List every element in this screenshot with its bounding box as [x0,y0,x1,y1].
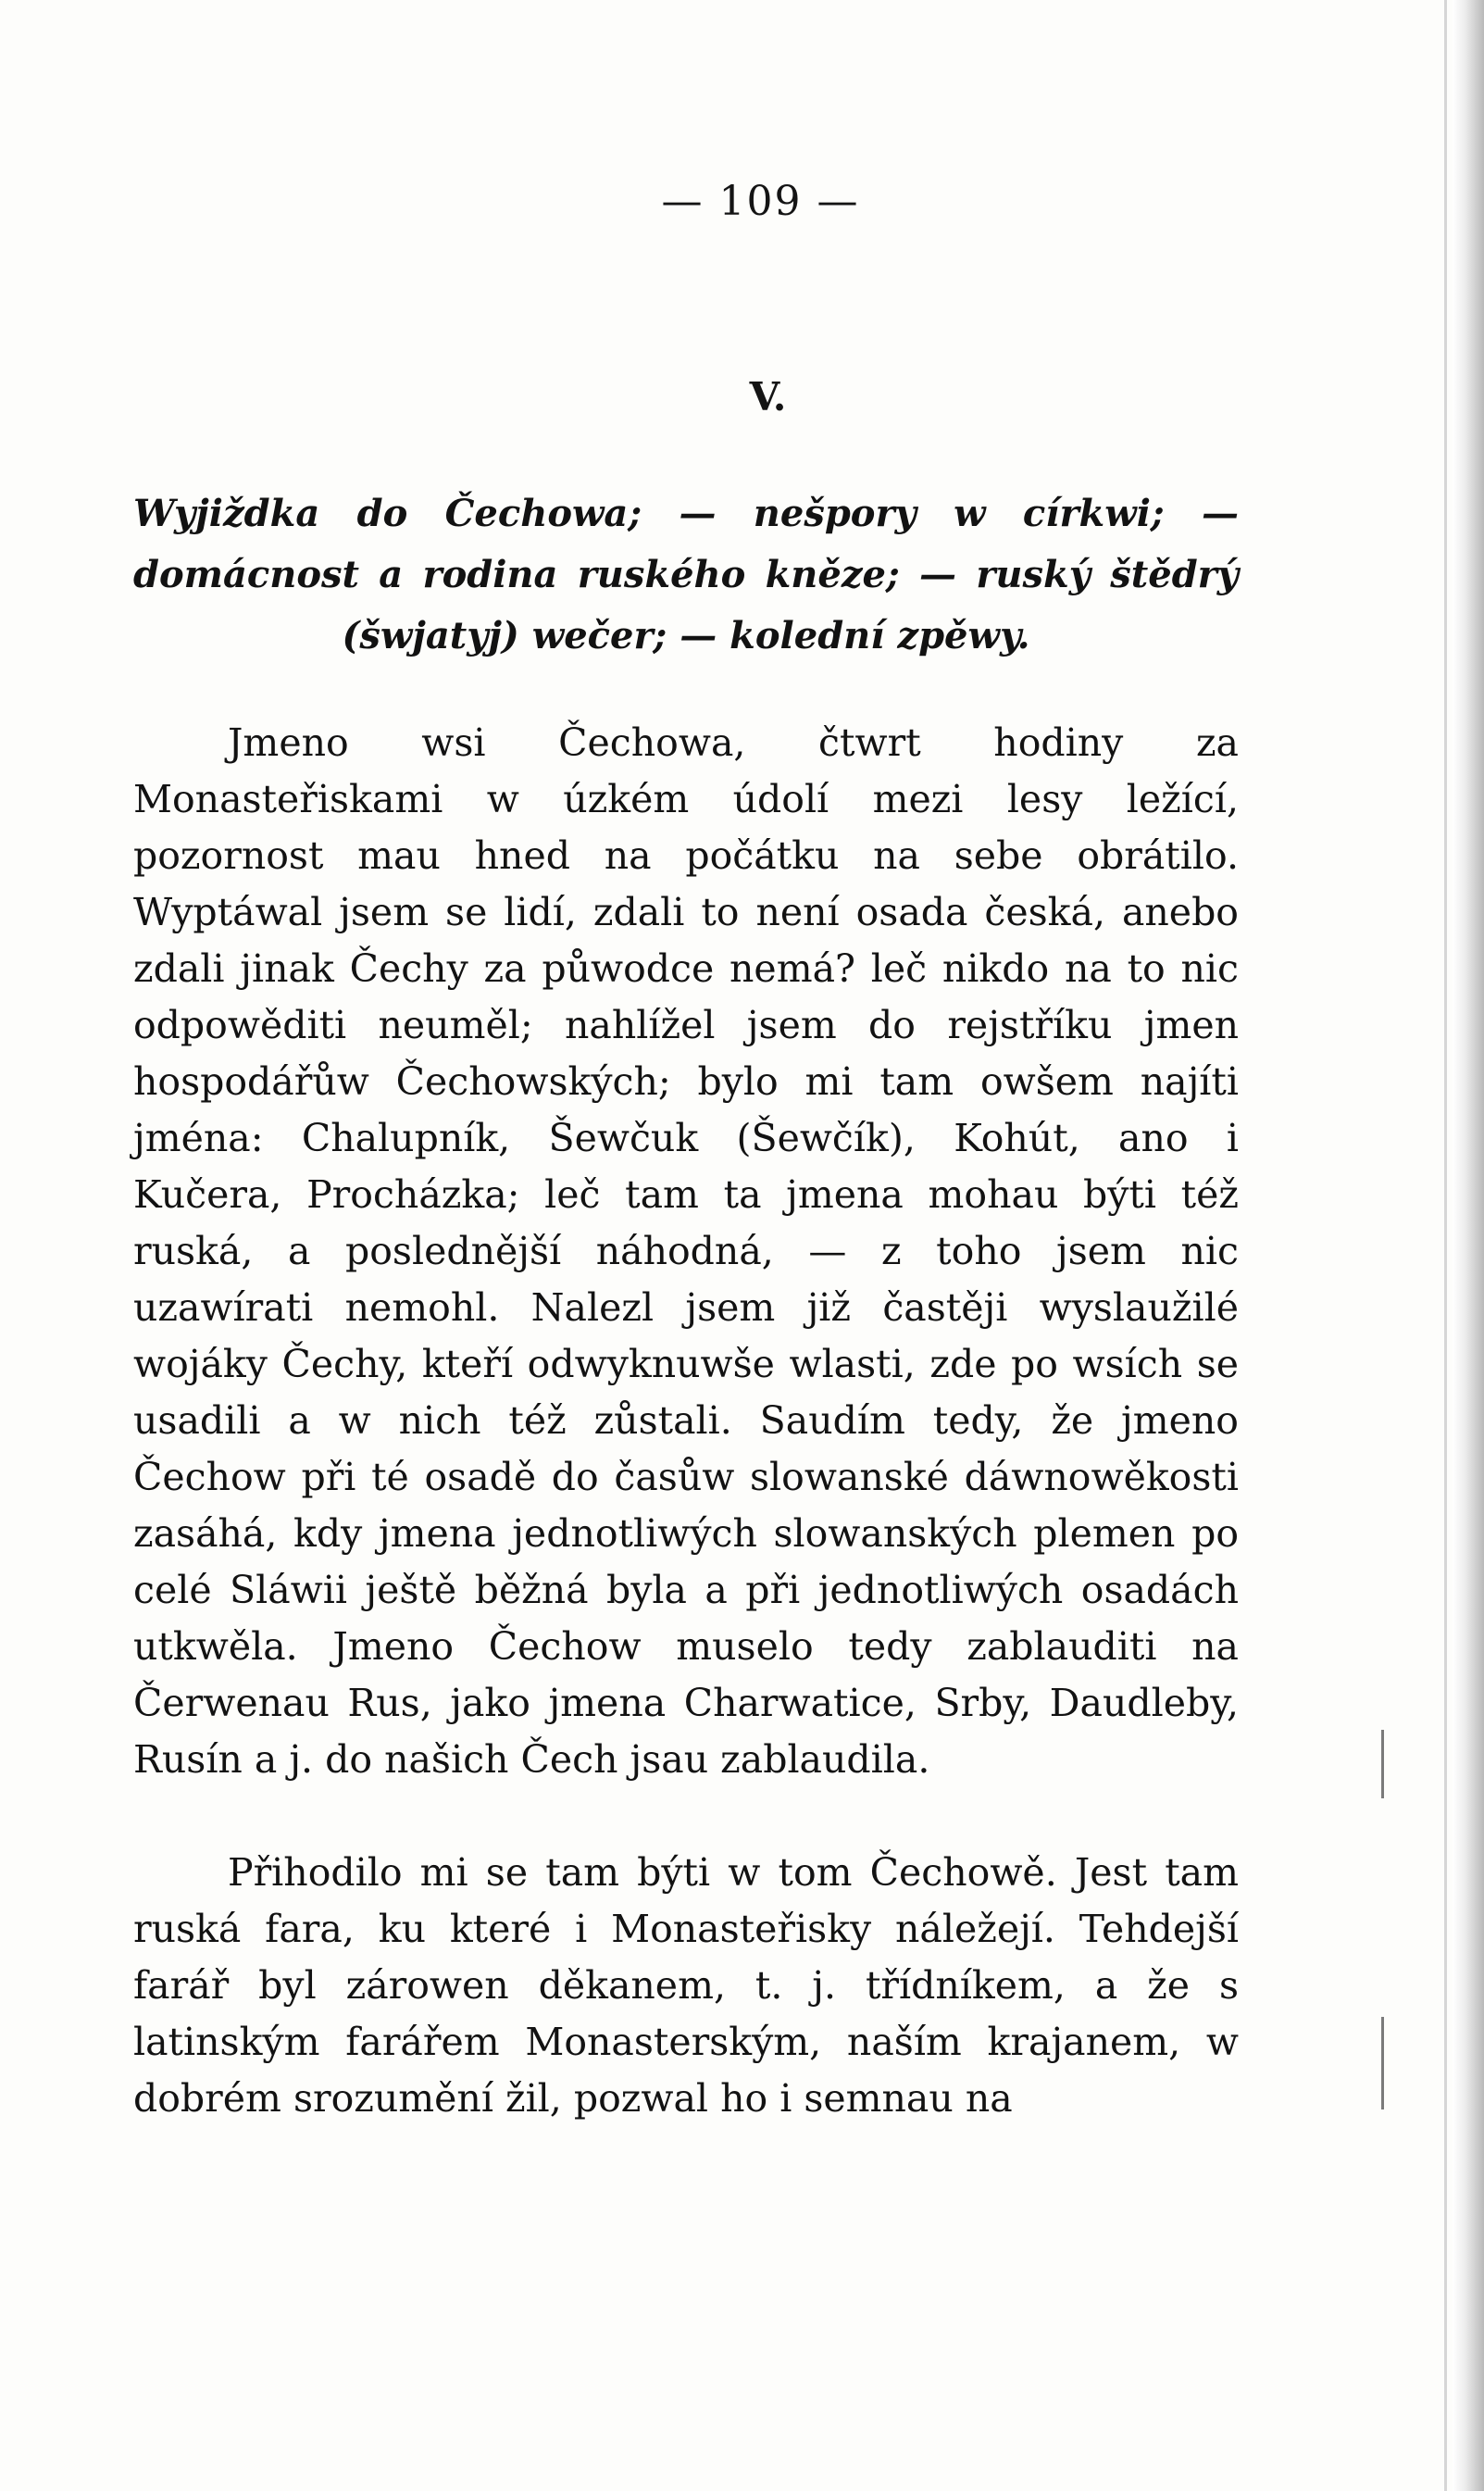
page-number: — 109 — [661,178,860,225]
chapter-heading: Wyjiždka do Čechowa; — nešpory w církwi; — domácnost a rodina ruského kněze; — ruský štědrý (šwjatyj) wečer; — kolední zpěwy. [133,492,1239,657]
paragraph: Jmeno wsi Čechowa, čtwrt hodiny za Monasteřiskami w úzkém údolí mezi lesy ležící, pozornost mau hned na počátku na sebe obrátilo. Wyptáwal jsem se lidí, zdali to není osada česká, anebo zdali jinak Čechy za půwodce nemá? leč nikdo na to nic odpowěditi neuměl; nahlížel jsem do rejstříku jmen hospodářůw Čechowských; bylo mi tam owšem najíti jména: Chalupník, Šewčuk (Šewčík), Kohút, ano i Kučera, Procházka; leč tam ta jmena mohau býti též ruská, a poslednější náhodná, — z toho jsem nic uzawírati nemohl. Nalezl jsem již častěji wyslaužilé wojáky Čechy, kteří odwyknuwše wlasti, zde po wsích se usadili a w nich též zůstali. Saudím tedy, že jmeno Čechow při té osadě do časůw slowanské dáwnowěkosti zasáhá, kdy jmena jednotliwých slowanských plemen po celé Sláwii ještě běžná byla a při jednotliwých osadách utkwěla. Jmeno Čechow muselo tedy zablauditi na Čerwenau Rus, jako jmena Charwatice, Srby, Daudleby, Rusín a j. do našich Čech jsau zablaudila. [133,720,1239,1782]
margin-mark [1381,1730,1384,1798]
section-number: V. [749,374,787,419]
paragraph: Přihodilo mi se tam býti w tom Čechowě. Jest tam ruská fara, ku které i Monasteřisky náležejí. Tehdejší farář byl zárowen děkanem, t. j. třídníkem, a že s latinským farářem Monasterským, naším krajanem, w dobrém srozumění žil, pozwal ho i semnau na [133,1850,1239,2121]
margin-mark [1381,2017,1384,2109]
